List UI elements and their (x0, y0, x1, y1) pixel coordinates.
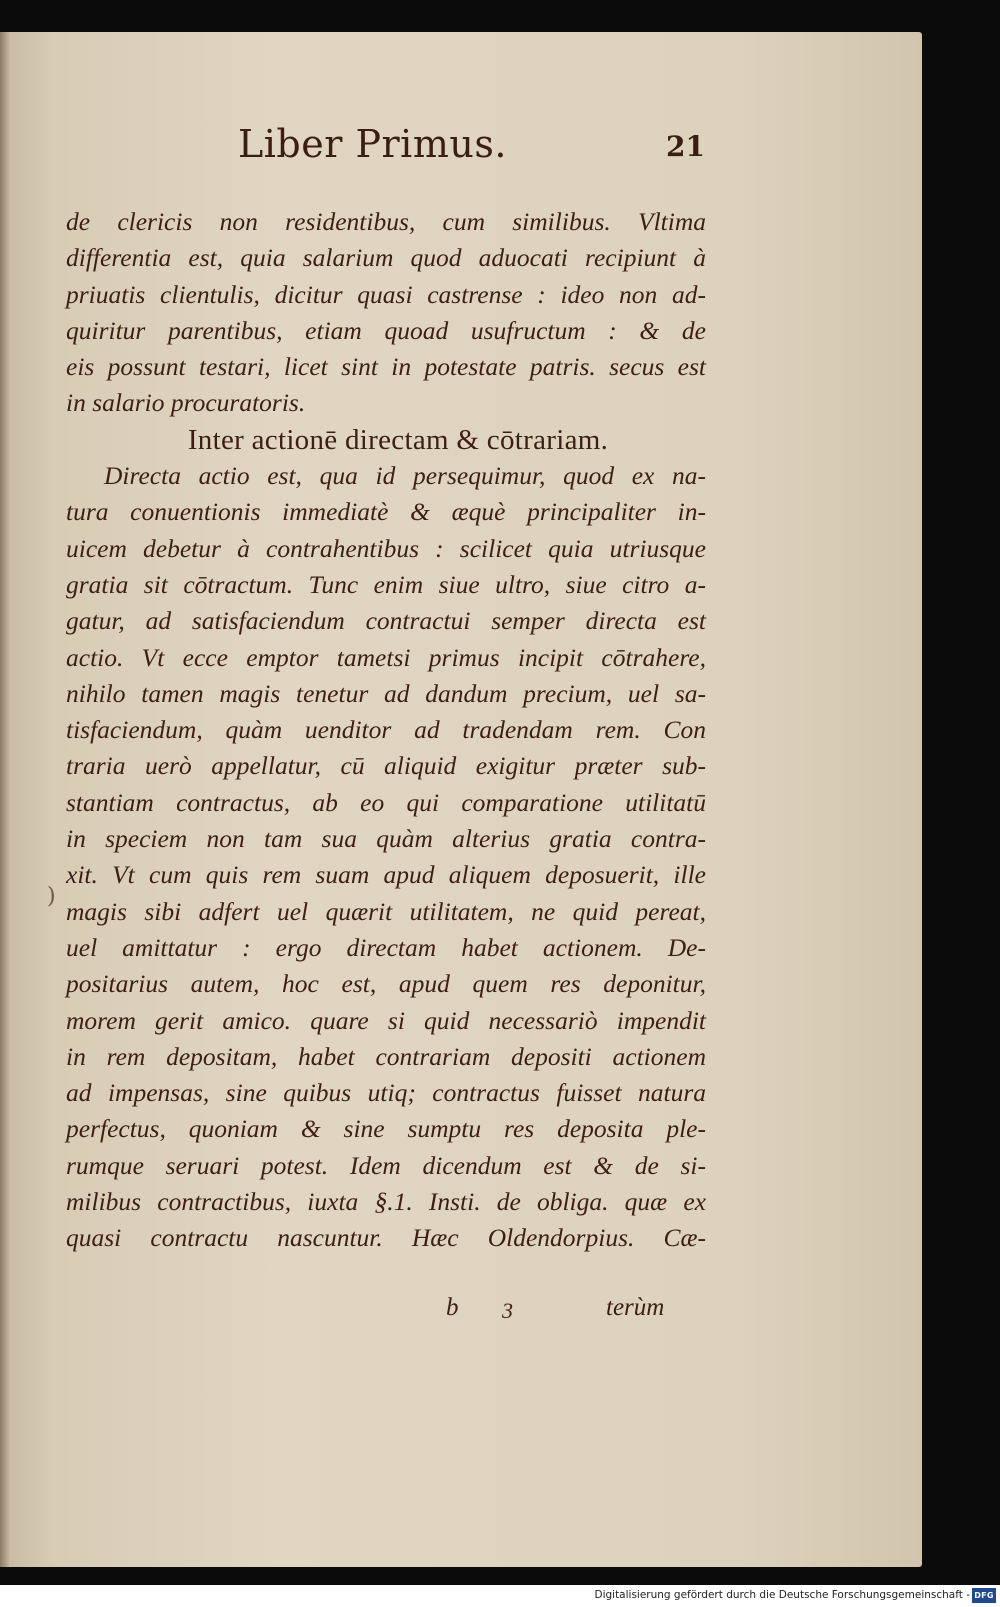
text-line: gratia sit cōtractum. Tunc enim siue ultro, siue citro a- (66, 569, 706, 599)
text-line: uel amittatur : ergo directam habet actionem. De- (66, 932, 706, 962)
text-line: eis possunt testari, licet sint in potestate patris. secus est (66, 352, 706, 382)
text-line: milibus contractibus, iuxta §.1. Insti. de obliga. quæ ex (66, 1187, 706, 1217)
body-text (66, 204, 706, 1257)
catchword-line (0, 1294, 922, 1334)
section-heading: Inter actionē directam & cōtrariam. (187, 423, 609, 456)
text-line: ad impensas, sine quibus utiq; contractus fuisset natura (66, 1078, 706, 1108)
text-line: morem gerit amico. quare si quid necessariò impendit (66, 1005, 706, 1035)
text-line: Directa actio est, qua id persequimur, quod ex na- (104, 461, 706, 491)
catchword: terùm (606, 1294, 665, 1321)
text-line: traria uerò appellatur, cū aliquid exigitur præter sub- (66, 751, 706, 781)
signature-letter: b (446, 1294, 459, 1321)
text-line: stantiam contractus, ab eo qui comparatione utilitatū (66, 787, 706, 817)
book-page (0, 32, 922, 1567)
footer-credit: Digitalisierung gefördert durch die Deutsche Forschungsgemeinschaft - (594, 1589, 970, 1601)
text-line: positarius autem, hoc est, apud quem res deponitur, (66, 969, 706, 999)
text-line: uicem debetur à contrahentibus : scilicet quia utriusque (66, 533, 706, 563)
page-number: 21 (666, 130, 705, 163)
text-line: rumque seruari potest. Idem dicendum est & de si- (66, 1150, 706, 1180)
footer-bar (0, 1585, 1000, 1607)
text-line: actio. Vt ecce emptor tametsi primus incipit cōtrahere, (66, 642, 706, 672)
text-line: quasi contractu nascuntur. Hæc Oldendorpius. Cæ- (66, 1223, 706, 1253)
text-line: in salario procuratoris. (66, 388, 306, 418)
text-line: quiritur parentibus, etiam quoad usufructum : & de (66, 315, 706, 345)
text-line: differentia est, quia salarium quod aduocati recipiunt à (66, 243, 706, 273)
running-head (0, 122, 922, 182)
text-line: xit. Vt cum quis rem suam apud aliquem deposuerit, ille (66, 860, 706, 890)
dfg-logo-icon: DFG (972, 1588, 996, 1603)
text-line: in speciem non tam sua quàm alterius gratia contra- (66, 824, 706, 854)
text-line: perfectus, quoniam & sine sumptu res deposita ple- (66, 1114, 706, 1144)
text-line: tura conuentionis immediatè & æquè principaliter in- (66, 497, 706, 527)
text-line: priuatis clientulis, dicitur quasi castrense : ideo non ad- (66, 279, 706, 309)
margin-mark: ) (47, 884, 56, 909)
text-line: magis sibi adfert uel quærit utilitatem, ne quid pereat, (66, 896, 706, 926)
text-line: nihilo tamen magis tenetur ad dandum precium, uel sa- (66, 678, 706, 708)
text-line: tisfaciendum, quàm uenditor ad tradendam rem. Con (66, 715, 706, 745)
signature-number: 3 (502, 1298, 513, 1323)
running-head-title: Liber Primus. (238, 122, 507, 166)
text-line: in rem depositam, habet contrariam depositi actionem (66, 1041, 706, 1071)
text-line: gatur, ad satisfaciendum contractui semper directa est (66, 606, 706, 636)
text-line: de clericis non residentibus, cum similibus. Vltima (66, 207, 706, 236)
